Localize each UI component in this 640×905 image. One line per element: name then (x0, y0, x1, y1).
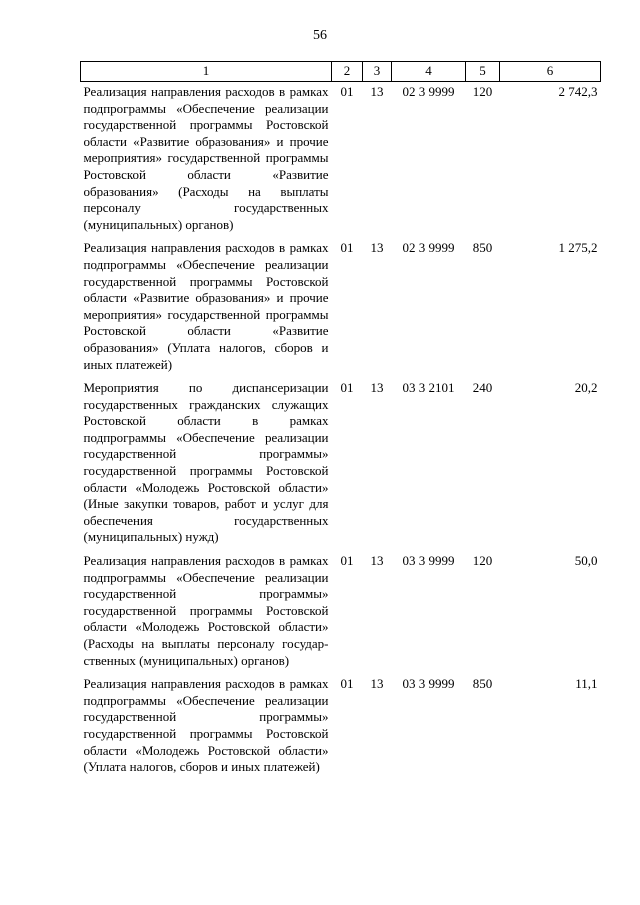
column-header-expense-type: 5 (466, 62, 500, 82)
row-expense-type: 120 (472, 553, 493, 569)
row-section: 01 (340, 380, 354, 396)
row-amount: 11,1 (575, 676, 598, 692)
row-amount: 2 742,3 (558, 84, 598, 99)
row-subsection: 13 (370, 380, 384, 396)
row-subsection: 13 (370, 676, 384, 692)
page-number: 56 (313, 28, 327, 43)
column-header-section: 2 (332, 62, 363, 82)
budget-table (80, 61, 601, 781)
table-row (81, 238, 601, 378)
header-row (81, 62, 601, 82)
table-row (81, 551, 601, 674)
column-header-amount: 6 (500, 62, 601, 82)
table-body (81, 82, 601, 781)
table-row (81, 674, 601, 781)
row-section: 01 (340, 84, 354, 99)
row-description: Реализация направления расходов в рамках подпрограммы «Обеспечение реализации государственной программы Ростовской области «Развитие образования» и прочие мероприятия» государственной программы Ростовской области «Развитие образования» (Расходы на выплаты персоналу государственных (муниципальных) органов) (83, 84, 329, 232)
row-target-article: 03 3 2101 (402, 380, 455, 396)
row-expense-type: 240 (472, 380, 493, 396)
row-subsection: 13 (370, 553, 384, 569)
row-expense-type: 120 (472, 84, 493, 99)
row-target-article: 03 3 9999 (402, 553, 455, 569)
row-amount: 50,0 (574, 553, 598, 569)
table-header (81, 62, 601, 82)
row-expense-type: 850 (472, 240, 493, 256)
row-amount: 20,2 (574, 380, 598, 396)
row-expense-type: 850 (472, 676, 493, 692)
row-description: Реализация направления расходов в рамках подпрограммы «Обеспечение реализации государственной программы Ростовской области «Развитие образования» и прочие мероприятия» государственной программы Ростовской области «Развитие образования» (Уплата налогов, сборов и иных платежей) (83, 240, 329, 372)
column-header-subsection: 3 (363, 62, 392, 82)
row-section: 01 (340, 553, 354, 569)
table-row (81, 378, 601, 551)
row-section: 01 (340, 676, 354, 692)
row-section: 01 (340, 240, 354, 256)
row-target-article: 02 3 9999 (402, 240, 455, 256)
row-subsection: 13 (370, 240, 384, 256)
row-target-article: 03 3 9999 (402, 676, 455, 692)
row-description: Мероприятия по диспансеризации государственных гражданских служащих Ростовской области в рамках подпрограммы «Обеспечение реализации государственной программы» государственной программы Ростовской области «Молодежь Ростовской области» (Иные закупки товаров, работ и услуг для обеспечения государственных (муниципальных) нужд) (83, 380, 329, 545)
table-row (81, 82, 601, 239)
row-amount: 1 275,2 (558, 240, 598, 256)
row-description: Реализация направления расходов в рамках подпрограммы «Обеспечение реализации государственной программы» государственной программы Ростовской области «Молодежь Ростовской области» (Уплата налогов, сборов и иных платежей) (83, 676, 329, 775)
row-target-article: 02 3 9999 (402, 84, 455, 99)
column-header-target-article: 4 (392, 62, 466, 82)
column-header-description: 1 (81, 62, 332, 82)
row-description: Реализация направления расходов в рамках подпрограммы «Обеспечение реализации государственной программы» государственной программы Ростовской области «Молодежь Ростовской области» (Расходы на выплаты персоналу государственных (муниципальных) органов) (83, 553, 329, 668)
row-subsection: 13 (370, 84, 384, 99)
